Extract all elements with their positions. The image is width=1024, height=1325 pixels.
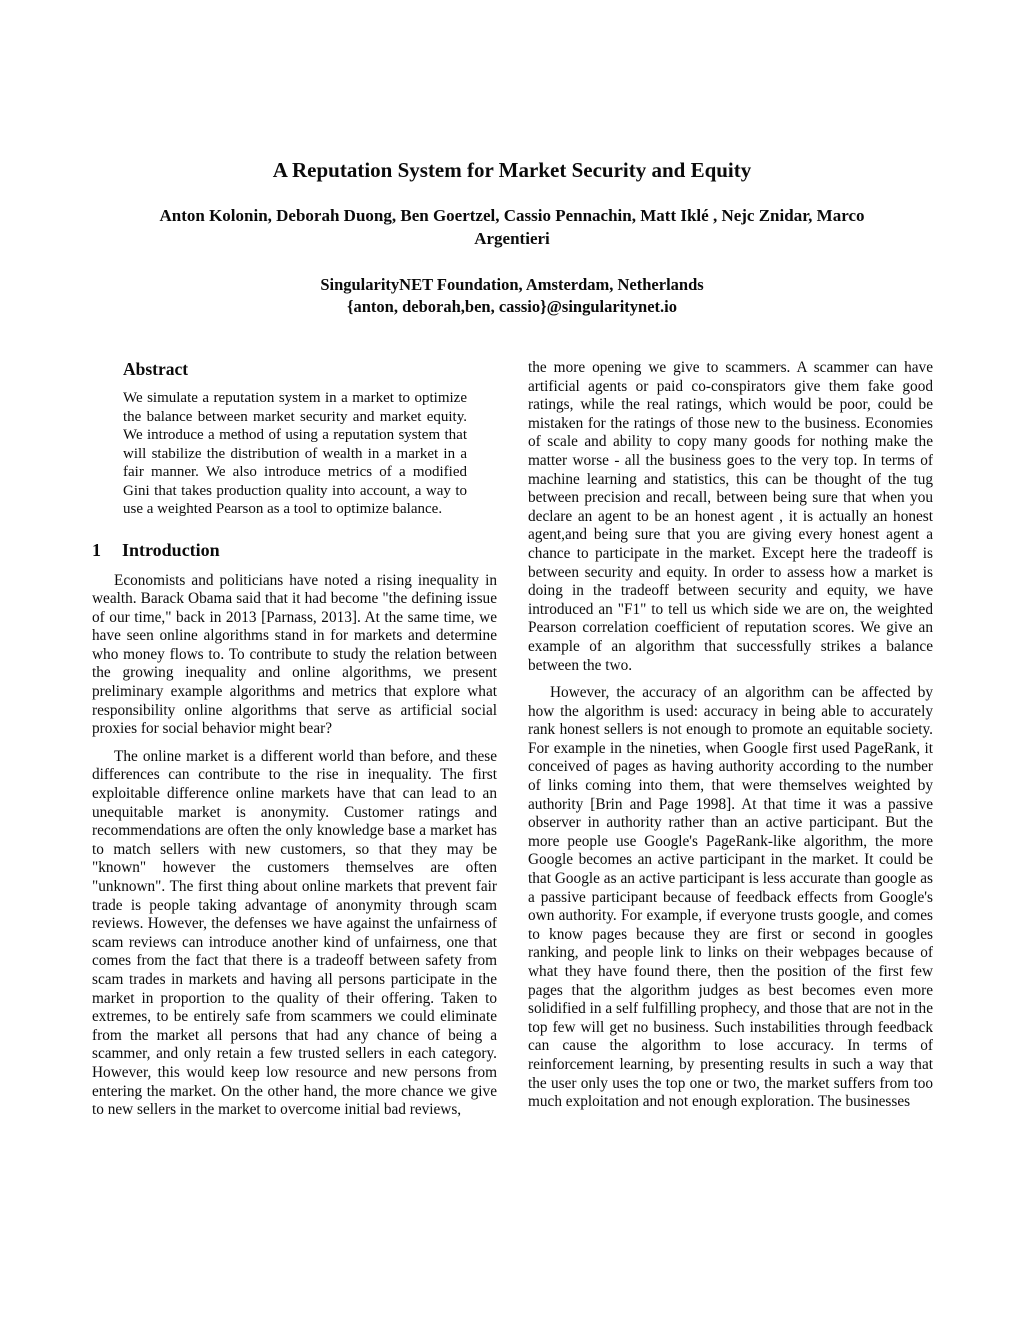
section-heading-introduction bbox=[92, 540, 497, 561]
paragraph-intro-2: The online market is a different world than before, and these differences can contribute to the rise in inequality. The first exploitable difference online markets have that can lead to an unequitable market is anonymity. Customer ratings and recommendations are often the only knowledge base a market has to match sellers with new customers, so that they may be "known" however the customers themselves are often "unknown". The first thing about online markets that prevent fair trade is people taking advantage of anonymity through scam reviews. However, the defenses we have against the unfairness of scam reviews can introduce another kind of unfairness, one that comes from the fact that there is a tradeoff between safety from scam trades in markets and having all persons participate in the market in proportion to the quality of their offering. Taken to extremes, to be entirely safe from scammers we could eliminate from the market all persons that had any chance of being a scammer, and only retain a few trusted sellers in each category. However, this would keep low resource and new persons from entering the market. On the other hand, the more chance we give to new sellers in the market to overcome initial bad reviews, bbox=[92, 747, 497, 1119]
section-title: Introduction bbox=[122, 539, 220, 560]
section-number: 1 bbox=[92, 539, 101, 560]
affiliation: SingularityNET Foundation, Amsterdam, Netherlands bbox=[320, 275, 704, 294]
paragraph-intro-3: However, the accuracy of an algorithm can be affected by how the algorithm is used: accuracy in being able to accurately rank honest sellers is not enough to promote an equitable society. For example in the nineties, when Google first used PageRank, it conceived of pages as having authority according to the number of links coming into them, that were themselves weighted by authority [Brin and Page 1998]. At that time it was a passive observer in authority rather than an active participant. But the more people use Google's PageRank-like algorithm, the more Google becomes an active participant in the market. It could be that Google as an active participant is less accurate than google as a passive participant because of feedback effects from Google's own authority. For example, if everyone trusts google, and comes to know pages because they are first or second in googles ranking, and people link to links on their webpages because of what they have found there, then the position of the first few pages that the algorithm judges as best becomes even more solidified in a self fulfilling prophecy, and those that are not in the top few will get no business. Such instabilities through feedback can cause the algorithm to lose accuracy. In terms of reinforcement learning, by presenting results in such a way that the user only uses the top one or two, the market suffers from too much exploitation and not enough exploration. The businesses bbox=[528, 684, 933, 1111]
authors-line-2: Argentieri bbox=[474, 229, 550, 248]
abstract-text: We simulate a reputation system in a market to optimize the balance between market security and market equity. We introduce a method of using a reputation system that will stabilize the distribution of wealth in a market in a fair manner. We also introduce metrics of a modified Gini that takes production quality into account, a way to use a weighted Pearson as a tool to optimize balance. bbox=[123, 390, 467, 517]
two-column-body bbox=[0, 359, 1024, 1120]
abstract-heading: Abstract bbox=[123, 359, 189, 379]
paper-title: A Reputation System for Market Security and Equity bbox=[272, 158, 752, 182]
right-column bbox=[528, 359, 933, 1120]
left-column bbox=[92, 359, 497, 1120]
paragraph-intro-1: Economists and politicians have noted a rising inequality in wealth. Barack Obama said that it had become "the defining issue of our time," back in 2013 [Parnass, 2013]. At the same time, we have seen online algorithms stand in for markets and determine who money flows to. To contribute to study the relation between the growing inequality and online algorithms, we present preliminary example algorithms and metrics that explore what responsibility online algorithms that serve as artificial social proxies for social behavior might bear? bbox=[92, 571, 497, 738]
paragraph-intro-2-continued: the more opening we give to scammers. A scammer can have artificial agents or paid co-conspirators give them fake good ratings, while the real ratings, which would be poor, could be mistaken for the ratings of those new to the business. Economies of scale and ability to copy many goods for nothing make the matter worse - all the business goes to the very top. In terms of machine learning and statistics, this can be thought of the tug between precision and recall, between being sure that when you declare an agent to be an honest agent , it is actually an honest agent,and being sure that you are giving every honest agent a chance to participate in the market. Except here the tradeoff is between security and equity. In order to assess how a market is doing in the tradeoff between security and equity, we have introduced an "F1" to tell us which side we are on, the weighted Pearson correlation coefficient of reputation scores. We give an example of an algorithm that successfully strikes a balance between the two. bbox=[528, 359, 933, 674]
authors-block bbox=[0, 204, 1024, 250]
authors-line-1: Anton Kolonin, Deborah Duong, Ben Goertzel, Cassio Pennachin, Matt Iklé , Nejc Znidar, Marco bbox=[159, 206, 865, 225]
affiliation-block bbox=[0, 274, 1024, 317]
email: {anton, deborah,ben, cassio}@singularitynet.io bbox=[347, 296, 677, 316]
